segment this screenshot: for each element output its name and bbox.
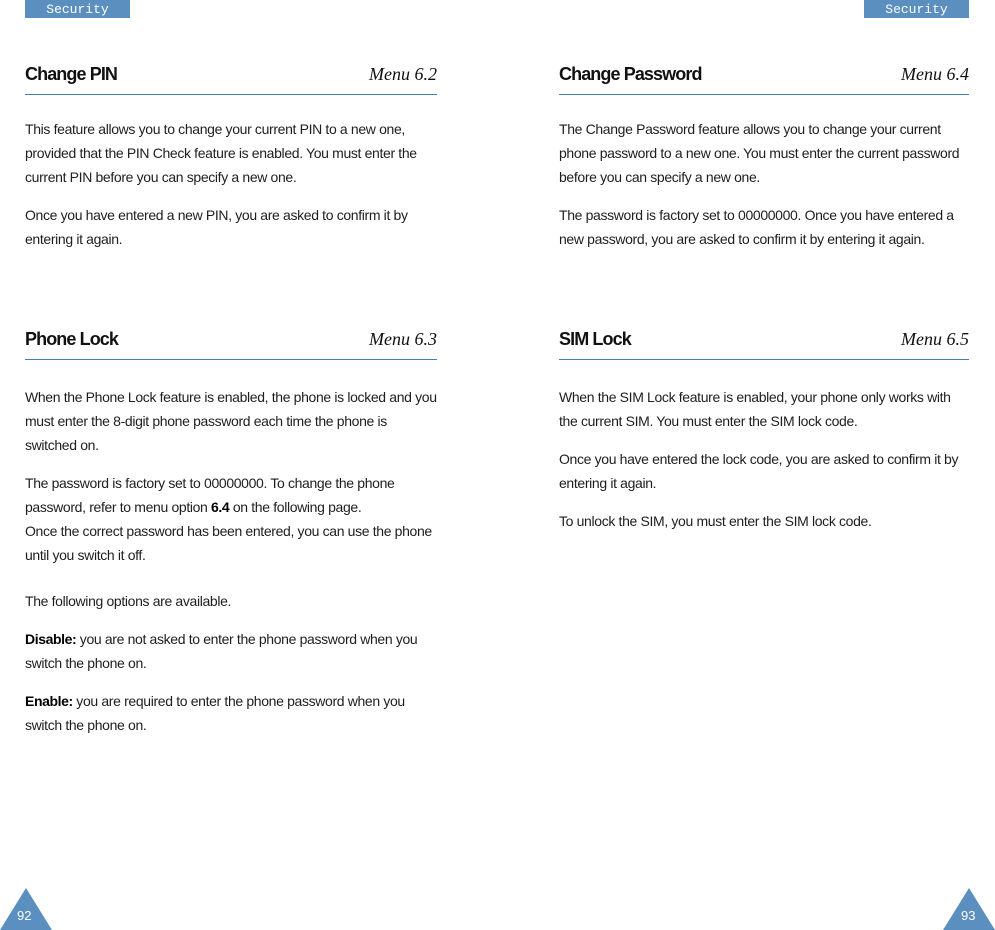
- security-tab-left: Security: [25, 0, 130, 18]
- page-number-left: 92: [17, 908, 32, 923]
- menu-number: Menu 6.2: [369, 64, 437, 84]
- section-header: [559, 64, 969, 95]
- section-header: [25, 64, 437, 95]
- page-number-right: 93: [961, 908, 976, 923]
- paragraph: When the SIM Lock feature is enabled, your phone only works with the current SIM. You must enter the SIM lock code.: [559, 389, 951, 429]
- menu-number: Menu 6.3: [369, 329, 437, 349]
- menu-number: Menu 6.5: [901, 329, 969, 349]
- section-phone-lock: [25, 329, 437, 751]
- section-header: [25, 329, 437, 360]
- section-header: [559, 329, 969, 360]
- section-change-password: [559, 64, 969, 265]
- menu-option-ref: 6.4: [211, 499, 230, 515]
- section-change-pin: [25, 64, 437, 265]
- paragraph: To unlock the SIM, you must enter the SIM lock code.: [559, 513, 872, 529]
- section-title: Phone Lock: [25, 329, 119, 349]
- option-disable: [25, 627, 437, 675]
- paragraph: The password is factory set to 00000000. Once you have entered a new password, you are asked to confirm it by entering it again.: [559, 207, 954, 247]
- section-title: SIM Lock: [559, 329, 631, 349]
- paragraph: Once you have entered the lock code, you are asked to confirm it by entering it again.: [559, 451, 959, 491]
- paragraph: When the Phone Lock feature is enabled, the phone is locked and you must enter the 8-digit phone password each time the phone is switched on.: [25, 389, 437, 453]
- option-text: you are required to enter the phone password when you switch the phone on.: [25, 693, 405, 733]
- paragraph: Once you have entered a new PIN, you are asked to confirm it by entering it again.: [25, 207, 408, 247]
- paragraph: This feature allows you to change your current PIN to a new one, provided that the PIN Check feature is enabled. You must enter the current PIN before you can specify a new one.: [25, 121, 417, 185]
- option-label: Enable:: [25, 693, 73, 709]
- section-title: Change PIN: [25, 64, 118, 84]
- option-enable: [25, 689, 437, 737]
- paragraph-text: Once the correct password has been entered, you can use the phone until you switch it off.: [25, 523, 432, 563]
- paragraph: The Change Password feature allows you to change your current phone password to a new one. You must enter the current password before you can specify a new one.: [559, 121, 960, 185]
- security-tab-right: Security: [864, 0, 969, 18]
- paragraph-text: The password is factory set to 00000000. To change the phone password, refer to menu option: [25, 475, 395, 515]
- option-label: Disable:: [25, 631, 77, 647]
- option-text: you are not asked to enter the phone password when you switch the phone on.: [25, 631, 418, 671]
- menu-number: Menu 6.4: [901, 64, 969, 84]
- paragraph-text: on the following page.: [229, 499, 362, 515]
- section-sim-lock: [559, 329, 969, 547]
- paragraph: [25, 471, 437, 567]
- section-title: Change Password: [559, 64, 702, 84]
- paragraph: The following options are available.: [25, 593, 232, 609]
